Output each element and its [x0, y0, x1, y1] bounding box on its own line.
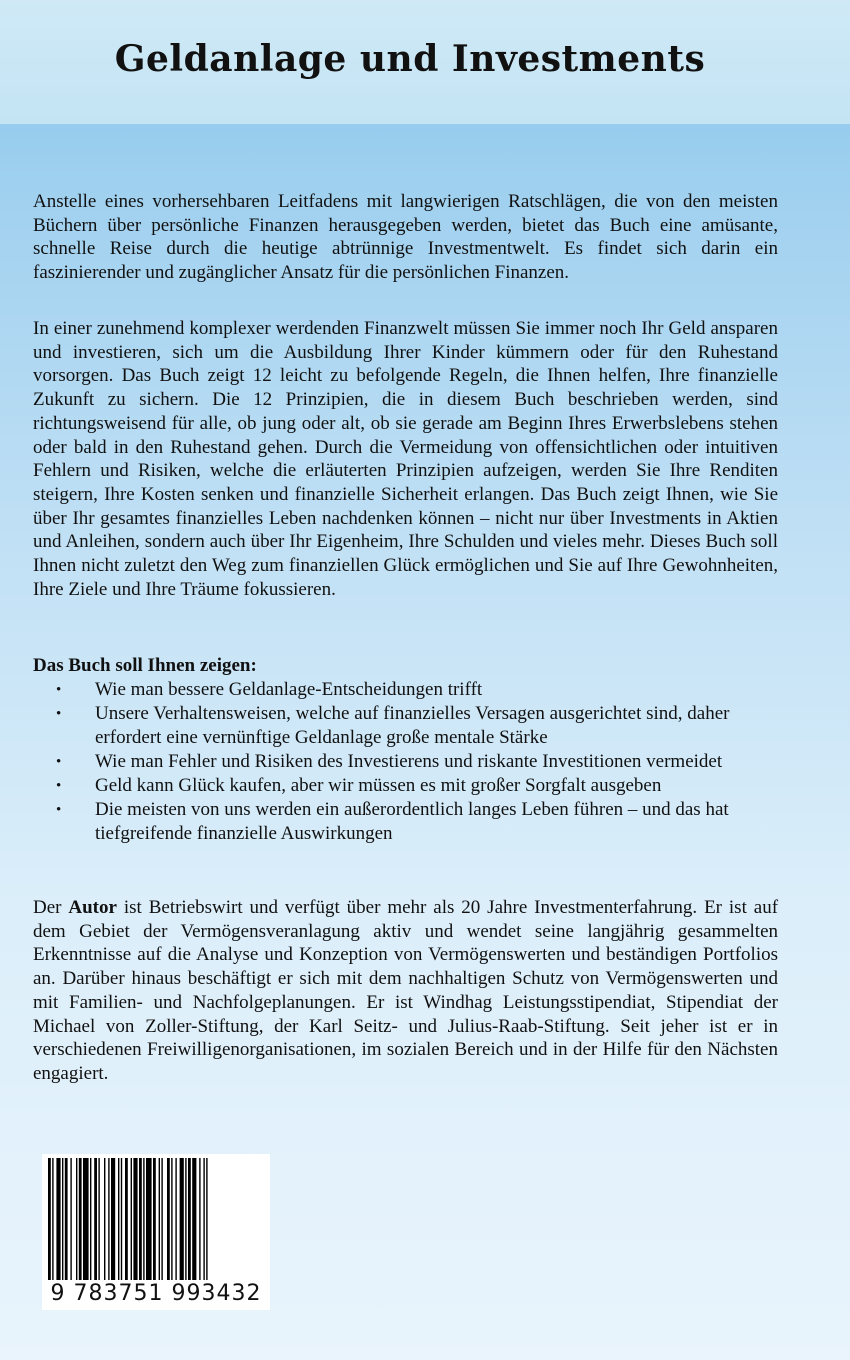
- author-lead: Der: [33, 897, 62, 918]
- benefits-section: [33, 654, 778, 846]
- book-title: Geldanlage und Investments: [114, 38, 706, 80]
- list-item: [33, 702, 778, 750]
- bullet-icon: •: [56, 778, 62, 794]
- bullet-icon: •: [56, 754, 62, 770]
- list-item: [33, 798, 778, 846]
- author-section: [33, 896, 778, 1086]
- bullet-icon: •: [56, 706, 62, 722]
- isbn-number: 9 783751 993432: [50, 1281, 262, 1306]
- main-section: [33, 317, 778, 601]
- author-label: Autor: [68, 897, 117, 918]
- benefits-heading: Das Buch soll Ihnen zeigen:: [33, 655, 257, 676]
- isbn-barcode: [42, 1154, 270, 1310]
- author-paragraph: [33, 896, 778, 1086]
- barcode-bars: [46, 1158, 266, 1280]
- author-text: ist Betriebswirt und verfügt über mehr als 20 Jahre Investmenterfahrung. Er ist auf dem Gebiet der Vermögensveranlagung aktiv und wendet seine langjährig gesammelten Erkenntnisse auf die Analyse und Konzeption von Vermögenswerten und beständigen Portfolios an. Darüber hinaus beschäftigt er sich mit dem nachhaltigen Schutz von Vermögenswerten und mit Familien- und Nachfolgeplanungen. Er ist Windhag Leistungsstipendiat, Stipendiat der Michael von Zoller-Stiftung, der Karl Seitz- und Julius-Raab-Stiftung. Seit jeher ist er in verschiedenen Freiwilligenorganisationen, im sozialen Bereich und in der Hilfe für den Nächsten engagiert.: [33, 897, 779, 1084]
- main-paragraph: In einer zunehmend komplexer werdenden Finanzwelt müssen Sie immer noch Ihr Geld ansparen und investieren, sich um die Ausbildung Ihrer Kinder kümmern oder für den Ruhestand vorsorgen. Das Buch zeigt 12 leicht zu befolgende Regeln, die Ihnen helfen, Ihre finanzielle Zukunft zu sichern. Die 12 Prinzipien, die in diesem Buch beschrieben werden, sind richtungsweisend für alle, ob jung oder alt, ob sie gerade am Beginn Ihres Erwerbslebens stehen oder bald in den Ruhestand gehen. Durch die Vermeidung von offensichtlichen oder intuitiven Fehlern und Risiken, welche die erläuterten Prinzipien aufzeigen, werden Sie Ihre Renditen steigern, Ihre Kosten senken und finanzielle Sicherheit erlangen. Das Buch zeigt Ihnen, wie Sie über Ihr gesamtes finanzielles Leben nachdenken können – nicht nur über Investments in Aktien und Anleihen, sondern auch über Ihr Eigenheim, Ihre Schulden und vieles mehr. Dieses Buch soll Ihnen nicht zuletzt den Weg zum finanziellen Glück ermöglichen und Sie auf Ihre Gewohnheiten, Ihre Ziele und Ihre Träume fokussieren.: [33, 318, 778, 600]
- bullet-icon: •: [56, 802, 62, 818]
- title-band: [0, 0, 850, 124]
- list-item-text: Wie man Fehler und Risiken des Investierens und riskante Investitionen vermeidet: [95, 751, 723, 772]
- list-item-text: Die meisten von uns werden ein außerordentlich langes Leben führen – und das hat tiefgreifende finanzielle Auswirkungen: [95, 799, 729, 844]
- intro-paragraph: Anstelle eines vorhersehbaren Leitfadens mit langwierigen Ratschlägen, die von den meisten Büchern über persönliche Finanzen herausgegeben werden, bietet das Buch eine amüsante, schnelle Reise durch die heutige abtrünnige Investmentwelt. Es findet sich darin ein faszinierender und zugänglicher Ansatz für die persönlichen Finanzen.: [33, 191, 778, 284]
- bullet-icon: •: [56, 682, 62, 698]
- intro-section: [33, 190, 778, 285]
- list-item: [33, 678, 778, 702]
- list-item-text: Wie man bessere Geldanlage-Entscheidungen trifft: [95, 679, 483, 700]
- list-item: [33, 774, 778, 798]
- benefits-list: [33, 678, 778, 846]
- list-item: [33, 750, 778, 774]
- list-item-text: Unsere Verhaltensweisen, welche auf finanzielles Versagen ausgerichtet sind, daher erfordert eine vernünftige Geldanlage große mentale Stärke: [95, 703, 730, 748]
- list-item-text: Geld kann Glück kaufen, aber wir müssen es mit großer Sorgfalt ausgeben: [95, 775, 662, 796]
